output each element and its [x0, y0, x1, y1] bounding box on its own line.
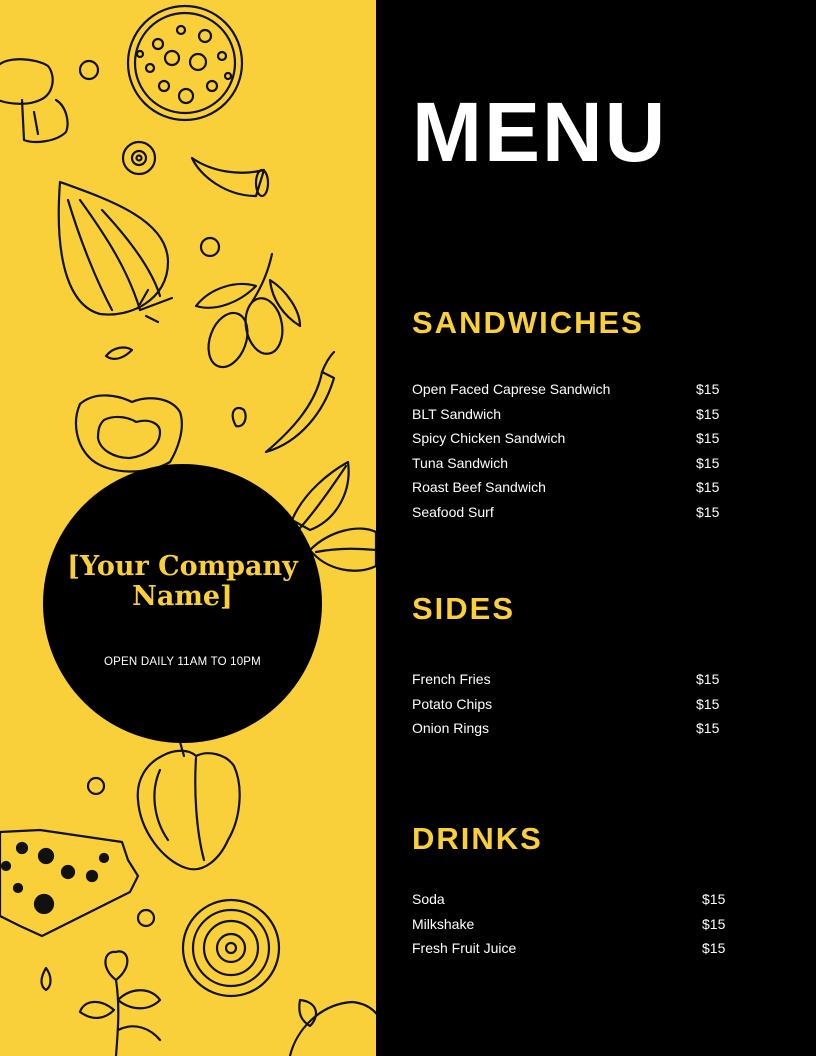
olive-slice-icon	[123, 142, 155, 174]
item-price: $15	[696, 430, 720, 447]
item-name: Fresh Fruit Juice	[412, 940, 517, 957]
item-price: $15	[696, 381, 720, 397]
chili-pepper-icon	[266, 352, 334, 452]
garlic-clove-icon	[192, 158, 268, 196]
item-price: $15	[696, 720, 720, 737]
small-pea-icon-4	[138, 910, 154, 926]
item-price: $15	[696, 695, 720, 712]
bell-pepper-icon	[138, 742, 240, 869]
item-name: Tuna Sandwich	[412, 454, 508, 471]
menu-item	[412, 428, 720, 453]
item-name: Milkshake	[412, 915, 475, 932]
seed-icon	[106, 348, 132, 359]
menu-item	[412, 477, 720, 502]
mushroom-icon	[0, 59, 68, 142]
opening-hours: OPEN DAILY 11AM TO 10PM	[104, 656, 261, 668]
small-pea-icon-3	[88, 778, 104, 794]
left-decorative-panel	[0, 0, 376, 1056]
small-pea-icon-2	[201, 238, 219, 256]
onion-ring-icon	[183, 900, 279, 996]
menu-title: MENU	[412, 85, 668, 179]
menu-item	[412, 379, 720, 404]
item-list-drinks	[412, 889, 726, 963]
item-price: $15	[696, 479, 720, 496]
small-pea-icon	[80, 61, 98, 79]
section-title-sides: SIDES	[412, 591, 516, 626]
item-name: Open Faced Caprese Sandwich	[412, 381, 611, 397]
menu-item	[412, 453, 720, 478]
item-name: French Fries	[412, 671, 491, 687]
item-price: $15	[696, 503, 720, 520]
item-list-sandwiches	[412, 379, 720, 527]
company-name: [Your Company Name]	[67, 551, 298, 612]
item-name: Soda	[412, 891, 445, 907]
item-name: Potato Chips	[412, 695, 493, 712]
onion-icon	[59, 182, 172, 322]
item-price: $15	[702, 915, 726, 932]
olives-icon	[196, 254, 300, 372]
parsley-icon	[80, 951, 160, 1056]
section-title-drinks: DRINKS	[412, 821, 543, 856]
item-price: $15	[696, 671, 720, 687]
seed-icon-2	[233, 408, 246, 426]
menu-item	[412, 404, 720, 429]
menu-item	[412, 502, 720, 527]
section-title-sandwiches: SANDWICHES	[412, 305, 644, 340]
seed-icon-3	[42, 968, 51, 990]
tomato-icon	[290, 1000, 376, 1056]
item-name: Roast Beef Sandwich	[412, 479, 546, 496]
item-name: Spicy Chicken Sandwich	[412, 430, 566, 447]
item-list-sides	[412, 669, 720, 743]
menu-item	[412, 889, 726, 914]
cheese-icon	[0, 830, 138, 936]
menu-item	[412, 914, 726, 939]
item-name: BLT Sandwich	[412, 405, 501, 422]
item-price: $15	[702, 940, 726, 957]
company-badge	[43, 464, 322, 743]
menu-item	[412, 938, 726, 963]
menu-panel	[376, 0, 816, 1056]
menu-item	[412, 718, 720, 743]
item-name: Seafood Surf	[412, 503, 494, 520]
item-price: $15	[696, 405, 720, 422]
item-name: Onion Rings	[412, 720, 490, 737]
pizza-icon	[128, 6, 242, 120]
menu-item	[412, 669, 720, 694]
item-price: $15	[696, 454, 720, 471]
bell-pepper-ring-icon	[76, 395, 182, 471]
menu-item	[412, 694, 720, 719]
item-price: $15	[702, 891, 726, 907]
